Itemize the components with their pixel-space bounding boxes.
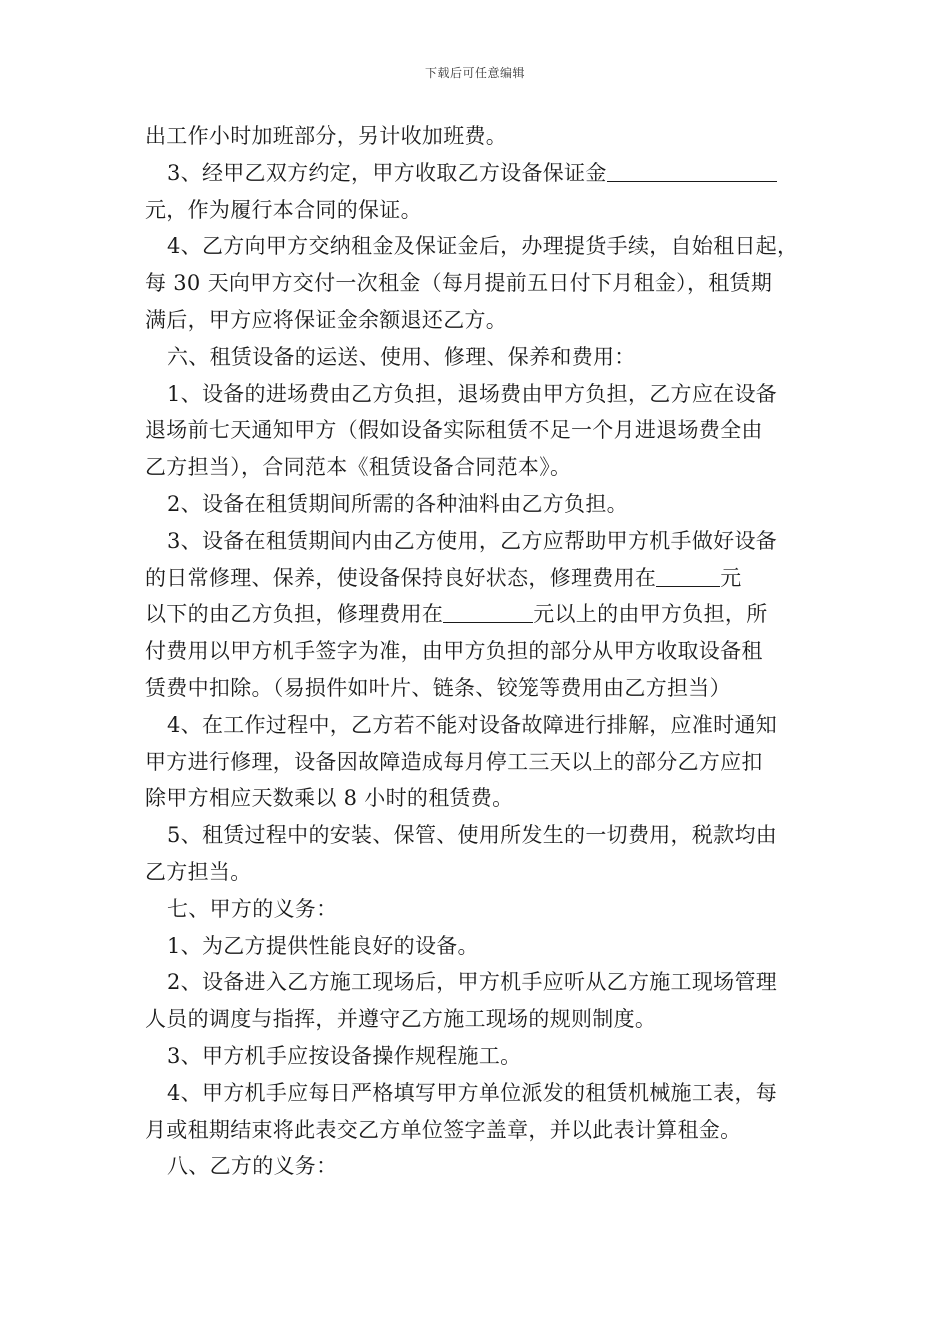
text-line: 2、设备在租赁期间所需的各种油料由乙方负担。 [167, 491, 628, 516]
text-line: 每 30 天向甲方交付一次租金（每月提前五日付下月租金），租赁期 [145, 271, 773, 296]
text-line: 3、甲方机手应按设备操作规程施工。 [167, 1043, 522, 1068]
section-heading: 七、甲方的义务： [167, 896, 338, 921]
blank-field [656, 566, 720, 587]
text-line: 甲方进行修理，设备因故障造成每月停工三天以上的部分乙方应扣 [145, 749, 763, 774]
text-line: 除甲方相应天数乘以 8 小时的租赁费。 [145, 786, 514, 811]
text-line: 元，作为履行本合同的保证。 [145, 197, 422, 222]
section-heading: 六、租赁设备的运送、使用、修理、保养和费用： [167, 344, 636, 369]
document-body [145, 118, 815, 1185]
text-line: 赁费中扣除。（易损件如叶片、链条、铰笼等费用由乙方担当） [145, 675, 731, 700]
text-line: 满后，甲方应将保证金余额退还乙方。 [145, 307, 508, 332]
text-line: 以下的由乙方负担，修理费用在 元以上的由甲方负担，所 [145, 602, 768, 627]
text-line: 乙方担当），合同范本《租赁设备合同范本》。 [145, 455, 572, 480]
text-line: 3、设备在租赁期间内由乙方使用，乙方应帮助甲方机手做好设备 [167, 528, 778, 553]
blank-field [607, 161, 777, 182]
text-line: 1、为乙方提供性能良好的设备。 [167, 933, 479, 958]
text-line: 2、设备进入乙方施工现场后，甲方机手应听从乙方施工现场管理 [167, 970, 778, 995]
text-line: 退场前七天通知甲方（假如设备实际租赁不足一个月进退场费全由 [145, 418, 763, 443]
text-line: 5、租赁过程中的安装、保管、使用所发生的一切费用，税款均由 [167, 823, 778, 848]
text-line: 4、乙方向甲方交纳租金及保证金后，办理提货手续，自始租日起， [167, 234, 799, 259]
text-line: 4、在工作过程中，乙方若不能对设备故障进行排解，应准时通知 [167, 712, 778, 737]
text-line: 乙方担当。 [145, 859, 252, 884]
text-line: 的日常修理、保养，使设备保持良好状态，修理费用在 元 [145, 565, 742, 590]
section-heading: 八、乙方的义务： [167, 1154, 338, 1179]
text-line: 月或租期结束将此表交乙方单位签字盖章，并以此表计算租金。 [145, 1117, 742, 1142]
text-line: 1、设备的进场费由乙方负担，退场费由甲方负担，乙方应在设备 [167, 381, 778, 406]
text-line: 出工作小时加班部分，另计收加班费。 [145, 124, 508, 148]
blank-field [443, 602, 533, 623]
text-line: 人员的调度与指挥，并遵守乙方施工现场的规则制度。 [145, 1007, 657, 1032]
page-header: 下载后可任意编辑 [424, 66, 525, 80]
text-line: 4、甲方机手应每日严格填写甲方单位派发的租赁机械施工表，每 [167, 1080, 778, 1105]
text-line: 3、经甲乙双方约定，甲方收取乙方设备保证金 [145, 155, 815, 192]
text-line: 付费用以甲方机手签字为准，由甲方负担的部分从甲方收取设备租 [145, 639, 763, 664]
